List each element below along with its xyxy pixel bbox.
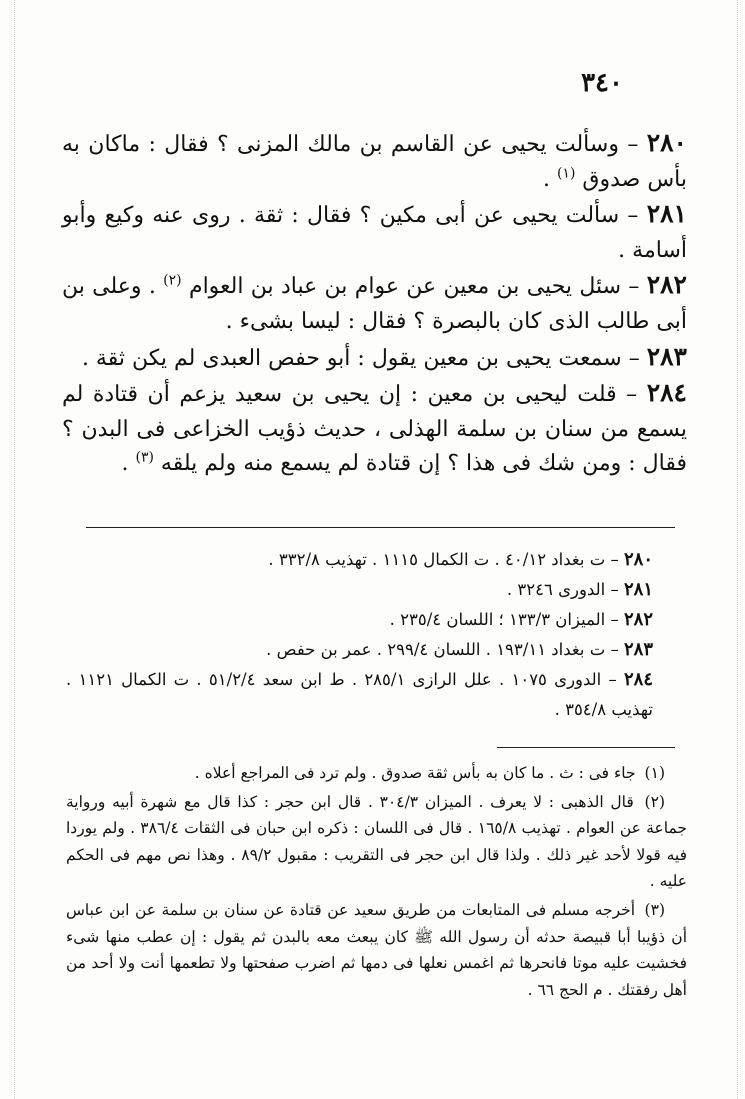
reference-text: – الدورى ١٠٧٥ . علل الرازى ٢٨٥/١ . ط ابن سعد ٥١/٢/٤ . ت الكمال ١١٢١ . تهذيب ٣٥٤/٨ .: [66, 670, 653, 719]
entry-text: – قلت ليحيى بن معين : إن يحيى بن سعيد يزعم أن قتادة لم يسمع من سنان بن سلمة الهذلى ، حديث ذؤيب الخزاعى فى البدن ؟ فقال : ومن شك فى هذا ؟ إن قتادة لم يسمع منه ولم يلقه: [62, 382, 687, 477]
footnote-mark: (١): [556, 165, 576, 182]
footnote-number: (٣): [644, 900, 665, 919]
reference-number: ٢٨٢: [623, 609, 653, 630]
footnote-mark: (٢): [163, 273, 182, 290]
references-divider: [86, 527, 675, 528]
entry-number: ٢٨١: [646, 199, 687, 229]
entry-text: – سئل يحيى بن معين عن عوام بن عباد بن العوام: [181, 274, 647, 300]
footnotes-divider: [497, 747, 675, 748]
page-number: ٣٤٠: [581, 68, 623, 98]
right-edge-dots: [737, 0, 739, 1099]
entry-tail: .: [542, 166, 557, 192]
entry-text: – وسألت يحيى عن القاسم بن مالك المزنى ؟ فقال : ماكان به بأس صدوق: [62, 132, 687, 192]
footnote: [66, 760, 687, 787]
main-text: [62, 126, 687, 482]
entry-tail: .: [121, 451, 136, 477]
footnote-text: قال الذهبى : لا يعرف . الميزان ٣٠٤/٣ . قال ابن حجر : كذا قال مع شهرة أبيه ورواية جماعة عن العوام . تهذيب ١٦٥/٨ . قال فى اللسان : ذكره ابن حبان فى الثقات ٣٨٦/٤ . ولم يوردا فيه قولا لأحد غير ذلك . ولذا قال ابن حجر فى التقريب : مقبول ٨٩/٢ . وهذا نص مهم فى الحكم عليه .: [66, 792, 687, 891]
reference-line: [66, 545, 687, 575]
left-edge-dots: [14, 0, 16, 1099]
reference-text: – الميزان ١٣٣/٣ ؛ اللسان ٢٣٥/٤ .: [389, 610, 624, 629]
footnotes-section: [66, 760, 687, 1005]
reference-line: [66, 665, 687, 725]
reference-line: [66, 575, 687, 605]
footnote-number: (١): [644, 764, 665, 782]
reference-line: [66, 605, 687, 635]
entry-number: ٢٨٢: [646, 270, 687, 300]
entry-number: ٢٨٠: [646, 128, 687, 157]
reference-text: – ت بغداد ١٩٣/١١ . اللسان ٢٩٩/٤ . عمر بن حفص .: [266, 640, 624, 659]
footnote: [66, 789, 687, 895]
reference-line: [66, 635, 687, 665]
footnote-text: جاء فى : ث . ما كان به بأس ثقة صدوق . ولم ترد فى المراجع أعلاه .: [194, 764, 636, 782]
entry-number: ٢٨٣: [646, 341, 687, 371]
footnote-number: (٢): [644, 792, 665, 811]
footnote-mark: (٣): [135, 450, 154, 467]
entry-number: ٢٨٤: [646, 378, 687, 408]
entry-text: – سمعت يحيى بن معين يقول : أبو حفص العبدى لم يكن ثقة .: [81, 345, 647, 371]
reference-number: ٢٨٠: [623, 549, 653, 570]
reference-text: – ت بغداد ٤٠/١٢ . ت الكمال ١١١٥ . تهذيب ٣٣٢/٨ .: [268, 550, 624, 569]
reference-number: ٢٨٣: [623, 639, 653, 660]
reference-number: ٢٨١: [623, 579, 653, 600]
entry: [62, 268, 687, 339]
entry-tail: . وعلى بن أبى طالب الذى كان بالبصرة ؟ فقال : ليسا بشىء .: [62, 274, 687, 334]
entry: [62, 197, 687, 268]
entry: [62, 376, 687, 482]
reference-number: ٢٨٤: [623, 669, 653, 690]
footnote-text: أخرجه مسلم فى المتابعات من طريق سعيد عن قتادة عن سنان بن سلمة عن ابن عباس أن ذؤيبا أبا قبيصة حدثه أن رسول الله ﷺ كان يبعث معه بالبدن ثم يقول : إن عطب منها شىء فخشيت عليه موتا فانحرها ثم اغمس نعلها فى دمها ثم اضرب صفحتها ولا تطعمها أنت ولا أحد من أهل رفقتك . م الحج ٦٦ .: [66, 900, 687, 999]
entry-text: – سألت يحيى عن أبى مكين ؟ فقال : ثقة . روى عنه وكيع وأبو أسامة .: [62, 203, 687, 263]
footnote: [66, 897, 687, 1003]
references-section: [66, 545, 687, 725]
reference-text: – الدورى ٣٢٤٦ .: [506, 580, 624, 599]
entry: [62, 340, 687, 377]
entry: [62, 126, 687, 197]
